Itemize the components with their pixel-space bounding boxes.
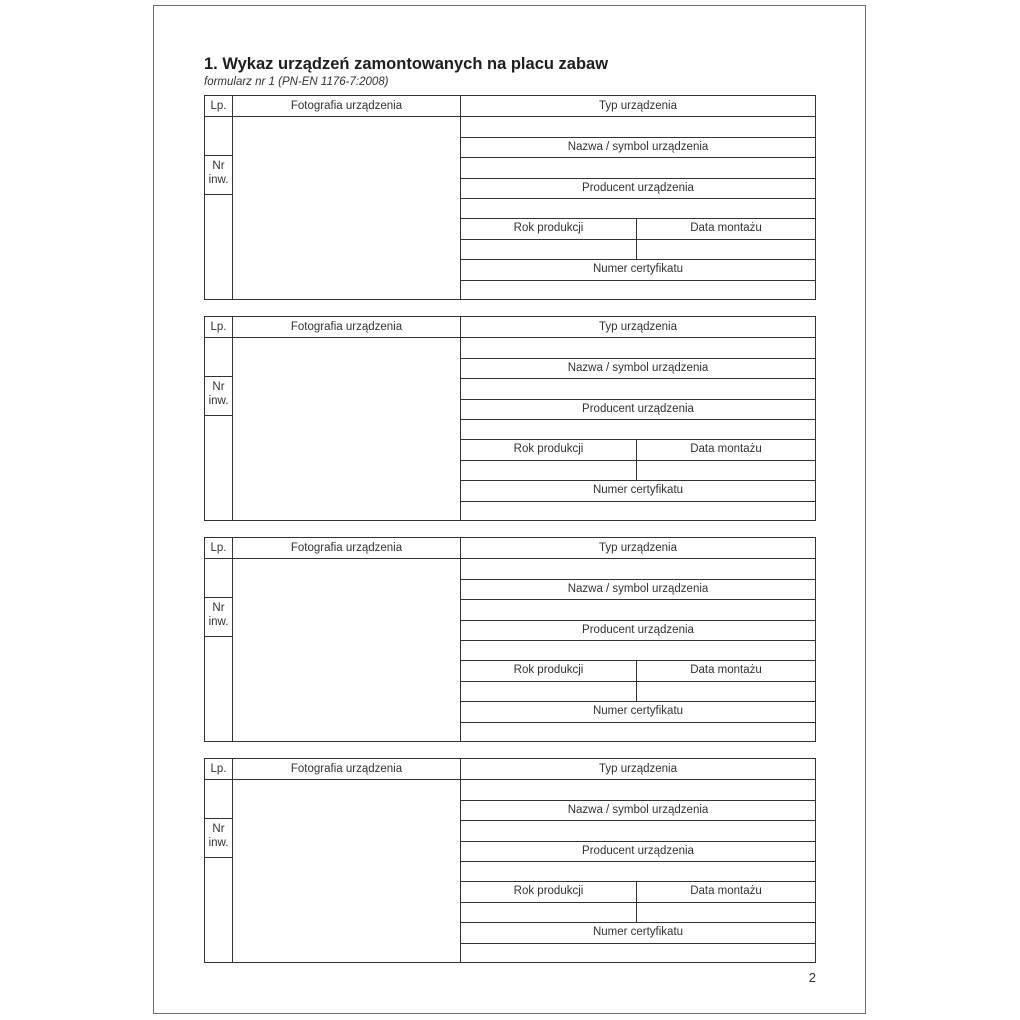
grid-line (205, 597, 232, 598)
type-field[interactable] (461, 780, 815, 799)
type-label: Typ urządzenia (599, 321, 677, 333)
installation-date-field[interactable] (637, 903, 815, 922)
lp-label: Lp. (210, 542, 227, 554)
photo-field[interactable] (233, 559, 460, 740)
page-title: 1. Wykaz urządzeń zamontowanych na placu zabaw (204, 55, 609, 73)
production-year-label: Rok produkcji (513, 664, 584, 677)
inv-nr-label-line1: Nr (212, 160, 225, 173)
producer-label: Producent urządzenia (582, 402, 694, 415)
photo-field[interactable] (233, 338, 460, 519)
production-year-field[interactable] (461, 903, 636, 922)
inv-nr-label-line2: inw. (208, 174, 229, 187)
producer-label: Producent urządzenia (582, 181, 694, 194)
installation-date-field[interactable] (637, 461, 815, 480)
producer-field[interactable] (461, 420, 815, 439)
inv-nr-label (205, 822, 232, 850)
lp-label: Lp. (210, 100, 227, 112)
grid-line (205, 376, 232, 377)
name-symbol-label: Nazwa / symbol urządzenia (567, 582, 709, 595)
lp-field[interactable] (205, 338, 232, 375)
name-symbol-field[interactable] (461, 821, 815, 840)
name-symbol-label: Nazwa / symbol urządzenia (567, 140, 709, 153)
certificate-number-field[interactable] (461, 944, 815, 961)
production-year-label: Rok produkcji (513, 222, 584, 235)
installation-date-label: Data montażu (690, 222, 762, 235)
grid-line (205, 155, 232, 156)
type-field[interactable] (461, 117, 815, 136)
device-form-block (204, 537, 816, 742)
name-symbol-field[interactable] (461, 600, 815, 619)
lp-field[interactable] (205, 117, 232, 154)
photo-field[interactable] (233, 780, 460, 961)
production-year-field[interactable] (461, 682, 636, 701)
grid-line (205, 818, 232, 819)
photo-label: Fotografia urządzenia (290, 763, 403, 775)
installation-date-label: Data montażu (690, 443, 762, 456)
lp-label: Lp. (210, 321, 227, 333)
production-year-label: Rok produkcji (513, 443, 584, 456)
name-symbol-label: Nazwa / symbol urządzenia (567, 803, 709, 816)
certificate-number-field[interactable] (461, 502, 815, 519)
installation-date-label: Data montażu (690, 885, 762, 898)
device-form-block (204, 95, 816, 300)
inv-nr-label-line1: Nr (212, 602, 225, 615)
producer-field[interactable] (461, 641, 815, 660)
lp-label: Lp. (210, 763, 227, 775)
name-symbol-label: Nazwa / symbol urządzenia (567, 361, 709, 374)
certificate-number-label: Numer certyfikatu (592, 705, 684, 718)
certificate-number-label: Numer certyfikatu (592, 263, 684, 276)
inv-nr-field[interactable] (205, 416, 232, 519)
inv-nr-label (205, 601, 232, 629)
producer-field[interactable] (461, 862, 815, 881)
type-field[interactable] (461, 338, 815, 357)
lp-field[interactable] (205, 780, 232, 817)
type-field[interactable] (461, 559, 815, 578)
photo-field[interactable] (233, 117, 460, 298)
production-year-label: Rok produkcji (513, 885, 584, 898)
type-label: Typ urządzenia (599, 100, 677, 112)
photo-label: Fotografia urządzenia (290, 100, 403, 112)
form-subtitle: formularz nr 1 (PN-EN 1176-7:2008) (204, 76, 389, 88)
production-year-field[interactable] (461, 461, 636, 480)
inv-nr-field[interactable] (205, 637, 232, 740)
type-label: Typ urządzenia (599, 763, 677, 775)
name-symbol-field[interactable] (461, 158, 815, 177)
certificate-number-field[interactable] (461, 281, 815, 298)
inv-nr-label-line2: inw. (208, 616, 229, 629)
lp-field[interactable] (205, 559, 232, 596)
page-number: 2 (808, 970, 816, 985)
inv-nr-label (205, 380, 232, 408)
name-symbol-field[interactable] (461, 379, 815, 398)
production-year-field[interactable] (461, 240, 636, 259)
inv-nr-field[interactable] (205, 858, 232, 961)
device-form-block (204, 758, 816, 963)
installation-date-field[interactable] (637, 682, 815, 701)
certificate-number-label: Numer certyfikatu (592, 484, 684, 497)
producer-label: Producent urządzenia (582, 623, 694, 636)
inv-nr-label-line2: inw. (208, 837, 229, 850)
producer-field[interactable] (461, 199, 815, 218)
certificate-number-label: Numer certyfikatu (592, 926, 684, 939)
installation-date-field[interactable] (637, 240, 815, 259)
inv-nr-label-line1: Nr (212, 381, 225, 394)
photo-label: Fotografia urządzenia (290, 321, 403, 333)
producer-label: Producent urządzenia (582, 844, 694, 857)
type-label: Typ urządzenia (599, 542, 677, 554)
photo-label: Fotografia urządzenia (290, 542, 403, 554)
inv-nr-label-line1: Nr (212, 823, 225, 836)
certificate-number-field[interactable] (461, 723, 815, 740)
inv-nr-field[interactable] (205, 195, 232, 298)
device-form-block (204, 316, 816, 521)
inv-nr-label (205, 159, 232, 187)
installation-date-label: Data montażu (690, 664, 762, 677)
inv-nr-label-line2: inw. (208, 395, 229, 408)
